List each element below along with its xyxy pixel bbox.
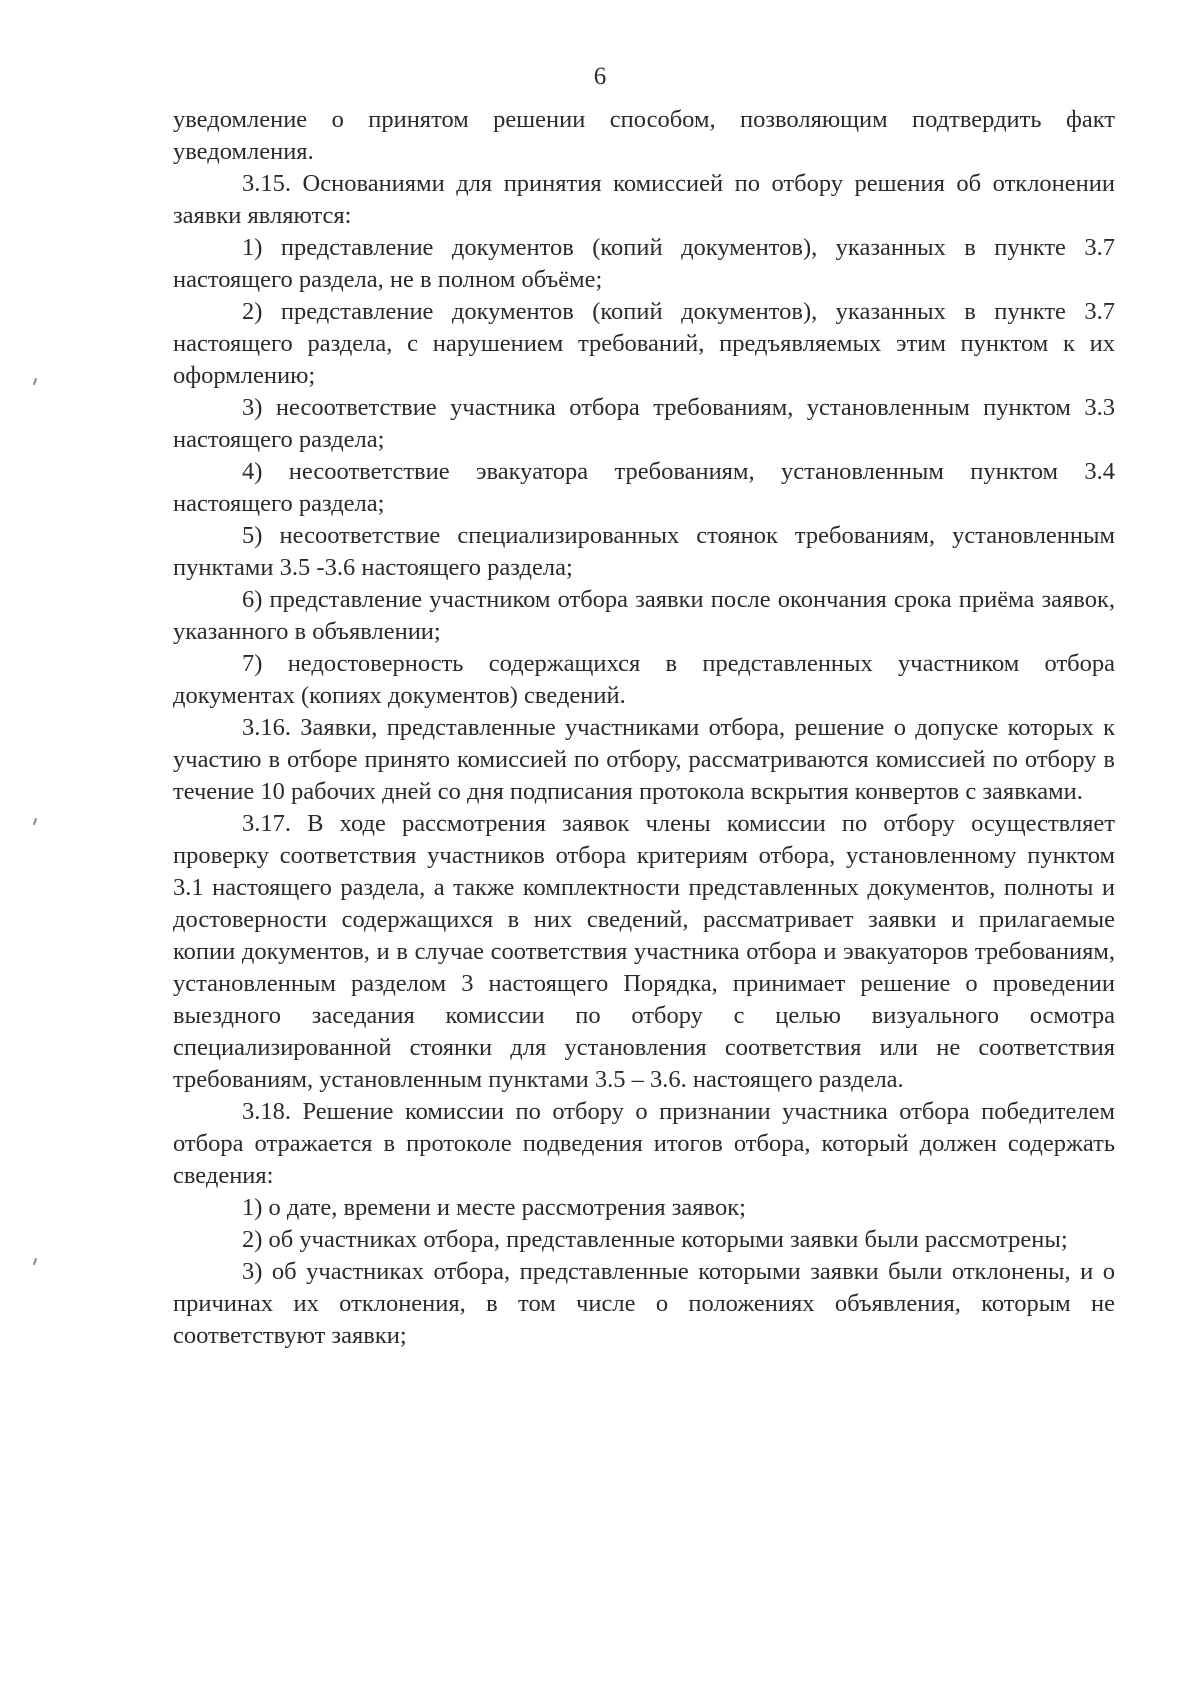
paragraph-3-18: 3.18. Решение комиссии по отбору о признании участника отбора победителем отбора отражается в протоколе подведения итогов отбора, который должен содержать сведения:: [173, 1098, 1115, 1189]
paragraph-3-15: 3.15. Основаниями для принятия комиссией по отбору решения об отклонении заявки являются:: [173, 170, 1115, 229]
paragraph-3-16: 3.16. Заявки, представленные участниками отбора, решение о допуске которых к участию в отборе принято комиссией по отбору, рассматриваются комиссией по отбору в течение 10 рабочих дней со дня подписания протокола вскрытия конвертов с заявками.: [173, 714, 1115, 805]
scan-mark: [33, 1258, 37, 1265]
document-body: [173, 104, 1115, 1352]
page-number: 6: [593, 63, 607, 90]
scan-mark: [33, 378, 37, 385]
list-item-6: 6) представление участником отбора заявки после окончания срока приёма заявок, указанного в объявлении;: [173, 586, 1115, 645]
list-item-7: 7) недостоверность содержащихся в представленных участником отбора документах (копиях документов) сведений.: [173, 650, 1115, 709]
sub-item-3: 3) об участниках отбора, представленные которыми заявки были отклонены, и о причинах их отклонения, в том числе о положениях объявления, которым не соответствуют заявки;: [173, 1258, 1115, 1349]
list-item-3: 3) несоответствие участника отбора требованиям, установленным пунктом 3.3 настоящего раздела;: [173, 394, 1115, 453]
list-item-5: 5) несоответствие специализированных стоянок требованиям, установленным пунктами 3.5 -3.6 настоящего раздела;: [173, 522, 1115, 581]
list-item-1: 1) представление документов (копий документов), указанных в пункте 3.7 настоящего раздела, не в полном объёме;: [173, 234, 1115, 293]
paragraph-continuation: уведомление о принятом решении способом, позволяющим подтвердить факт уведомления.: [173, 106, 1115, 165]
scan-mark: [33, 818, 37, 825]
sub-item-1: 1) о дате, времени и месте рассмотрения заявок;: [242, 1194, 746, 1221]
paragraph-3-17: 3.17. В ходе рассмотрения заявок члены комиссии по отбору осуществляет проверку соответствия участников отбора критериям отбора, установленному пунктом 3.1 настоящего раздела, а также комплектности представленных документов, полноты и достоверности содержащихся в них сведений, рассматривает заявки и прилагаемые копии документов, и в случае соответствия участника отбора и эвакуаторов требованиям, установленным разделом 3 настоящего Порядка, принимает решение о проведении выездного заседания комиссии по отбору с целью визуального осмотра специализированной стоянки для установления соответствия или не соответствия требованиям, установленным пунктами 3.5 – 3.6. настоящего раздела.: [173, 810, 1115, 1093]
sub-item-2: 2) об участниках отбора, представленные которыми заявки были рассмотрены;: [242, 1226, 1068, 1253]
list-item-2: 2) представление документов (копий документов), указанных в пункте 3.7 настоящего раздела, с нарушением требований, предъявляемых этим пунктом к их оформлению;: [173, 298, 1115, 389]
list-item-4: 4) несоответствие эвакуатора требованиям, установленным пунктом 3.4 настоящего раздела;: [173, 458, 1115, 517]
